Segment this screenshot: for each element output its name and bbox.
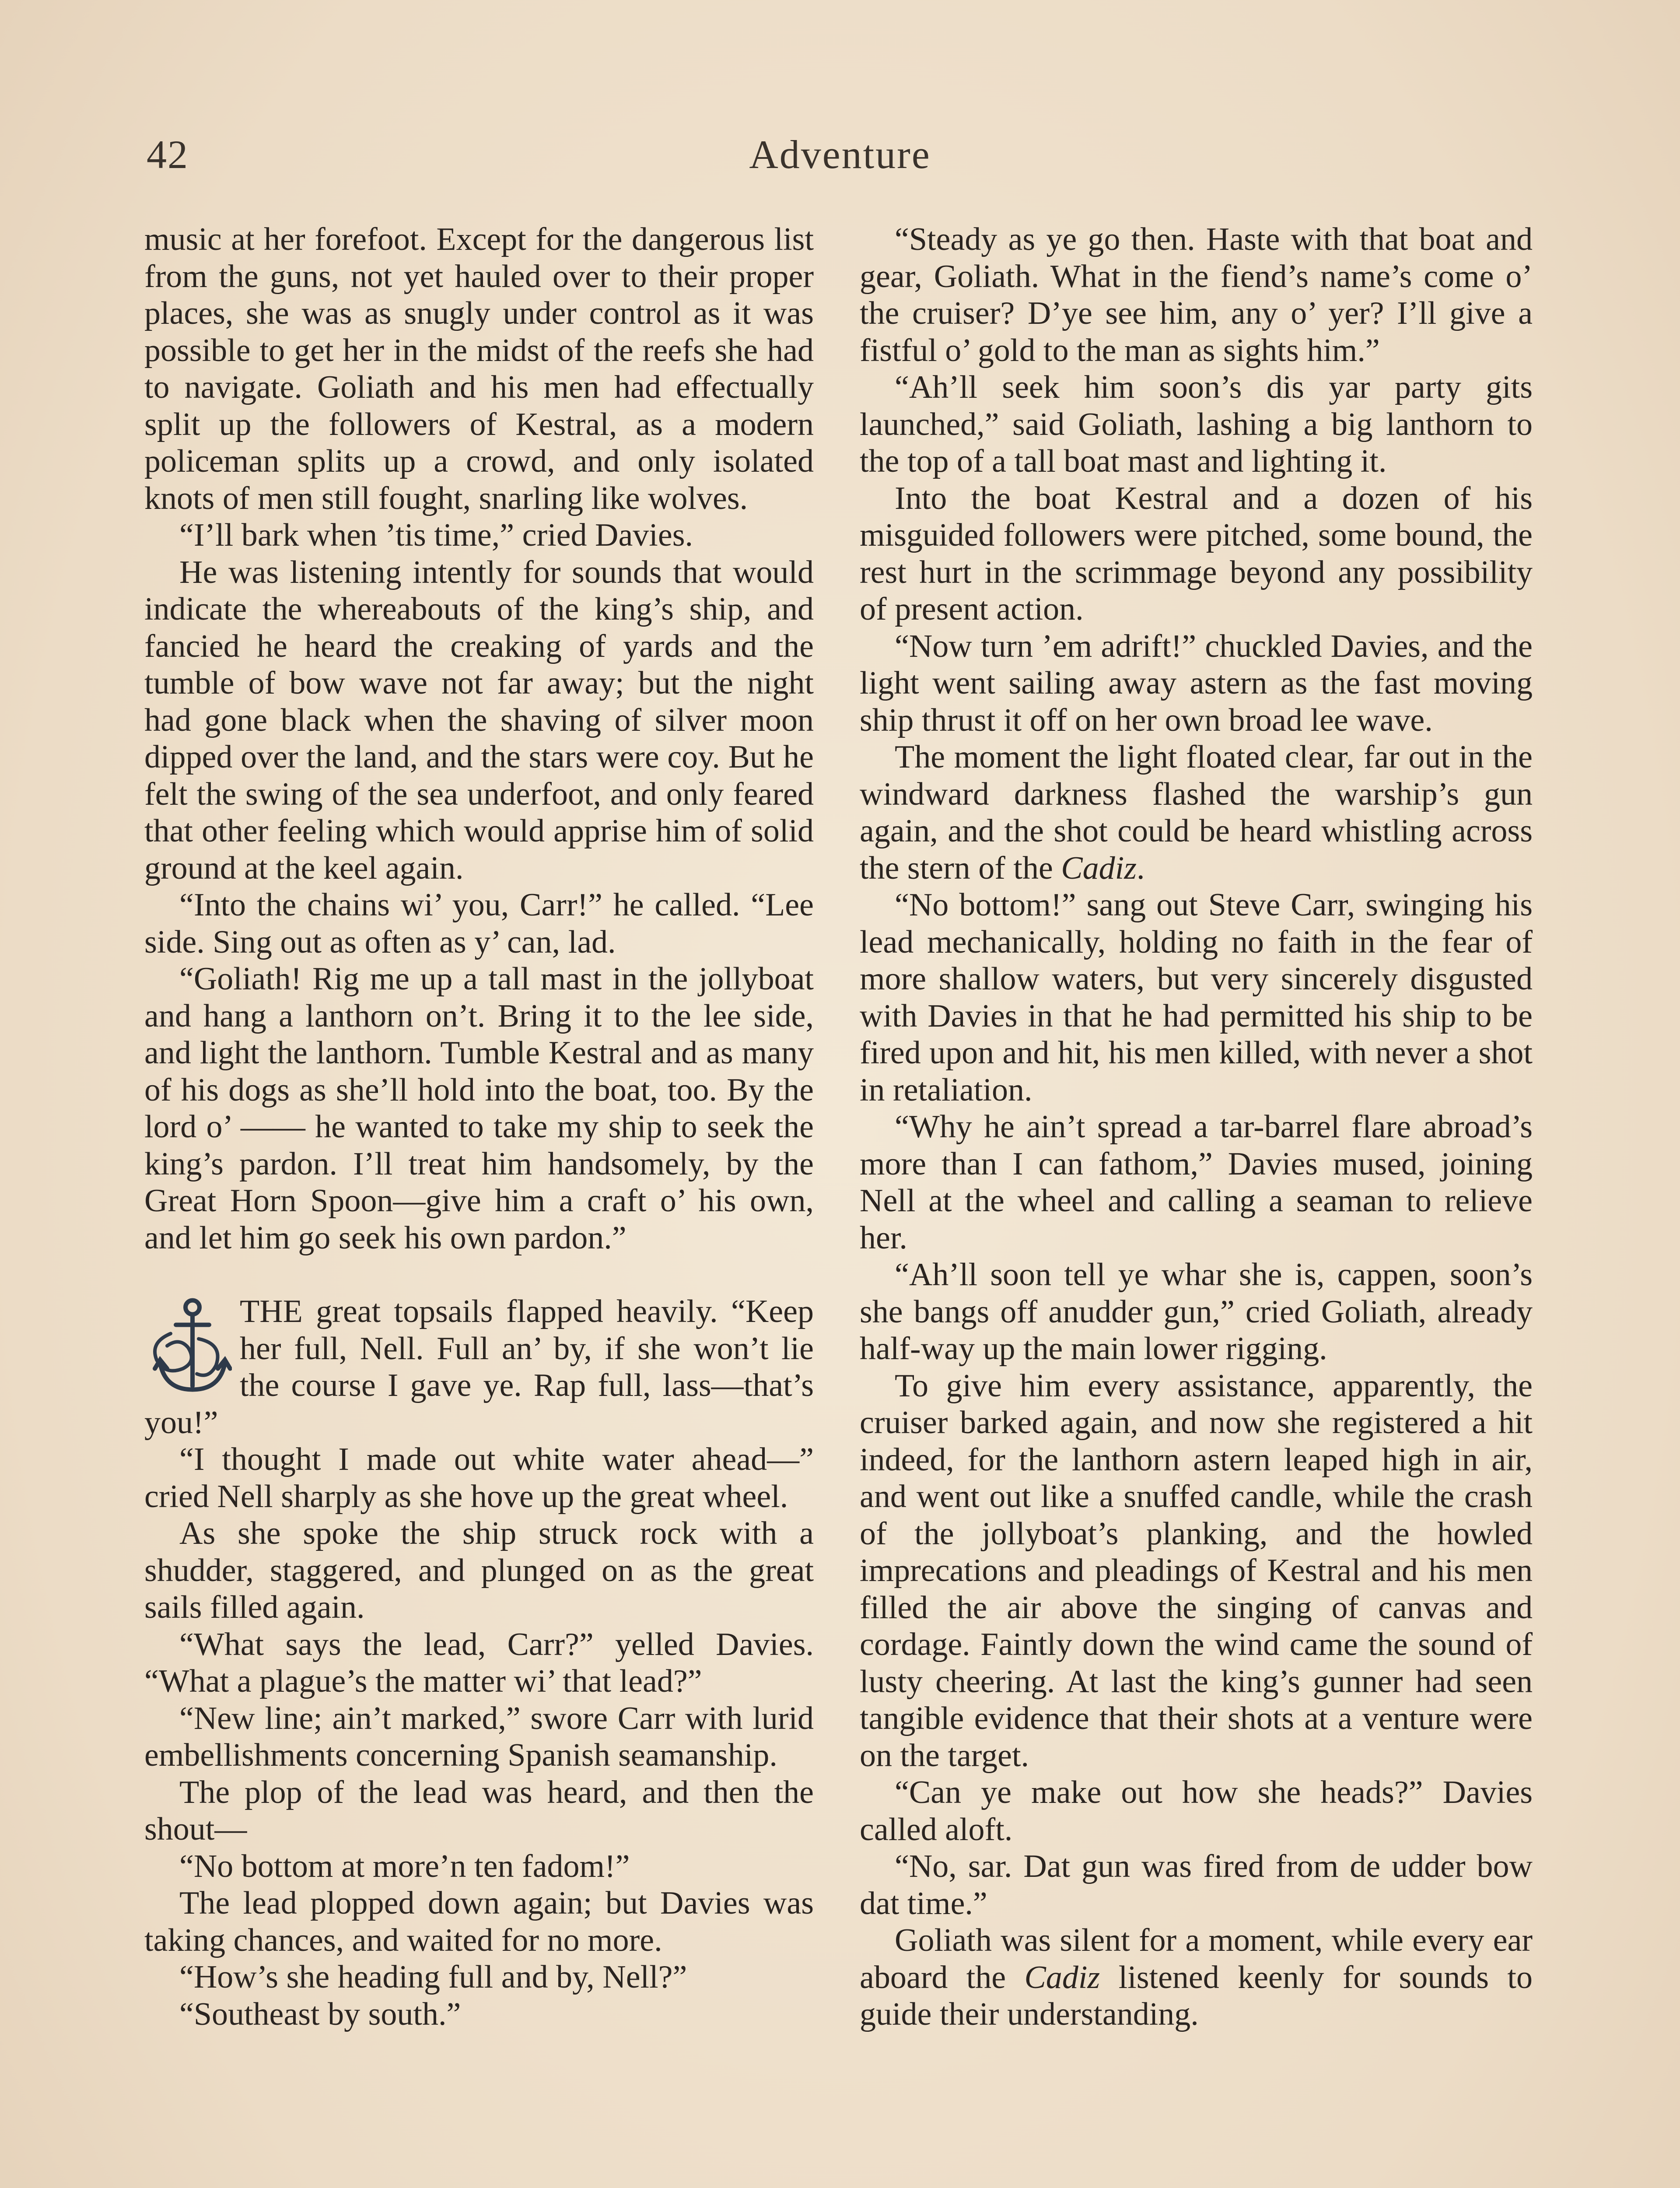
paragraph [860, 739, 1533, 887]
paragraph: The plop of the lead was heard, and then the shout— [144, 1774, 814, 1847]
paragraph [860, 1922, 1533, 2033]
ship-name: Cadiz [1061, 850, 1137, 886]
section-opening-paragraph [144, 1293, 814, 1441]
paragraph: “What says the lead, Carr?” yelled Davies. “What a plague’s the matter wi’ that lead?” [144, 1626, 814, 1699]
left-column [144, 221, 814, 2033]
paragraph: “Ah’ll soon tell ye whar she is, cappen, soon’s she bangs off anudder gun,” cried Goliath, already half-way up the main lower rigging. [860, 1257, 1533, 1367]
paragraph: He was listening intently for sounds that would indicate the whereabouts of the king’s ship, and fancied he heard the creaking of yards and the tumble of bow wave not far away; but the night had gone black when the shaving of silver moon dipped over the land, and the stars were coy. But he felt the swing of the sea underfoot, and only feared that other feeling which would apprise him of solid ground at the keel again. [144, 554, 814, 886]
paragraph: “Steady as ye go then. Haste with that boat and gear, Goliath. What in the fiend’s name’s come o’ the cruiser? D’ye see him, any o’ yer? I’ll give a fistful o’ gold to the man as sights him.” [860, 221, 1533, 368]
paragraph: “I thought I made out white water ahead—” cried Nell sharply as she hove up the great wheel. [144, 1441, 814, 1515]
paragraph: “Can ye make out how she heads?” Davies called aloft. [860, 1774, 1533, 1848]
paragraph: “New line; ain’t marked,” swore Carr with lurid embellishments concerning Spanish seamanship. [144, 1700, 814, 1773]
paragraph-text: The moment the light floated clear, far out in the windward darkness flashed the warship’s gun again, and the shot could be heard whistling across the stern of the [860, 739, 1533, 886]
paragraph: “Into the chains wi’ you, Carr!” he called. “Lee side. Sing out as often as y’ can, lad. [144, 887, 814, 960]
paragraph: “I’ll bark when ’tis time,” cried Davies. [179, 517, 693, 553]
running-head: Adventure [749, 132, 931, 177]
paragraph: “No, sar. Dat gun was fired from de udder bow dat time.” [860, 1848, 1533, 1922]
paragraph: “Why he ain’t spread a tar-barrel flare abroad’s more than I can fathom,” Davies mused, joining Nell at the wheel and calling a seaman to relieve her. [860, 1109, 1533, 1256]
ship-name: Cadiz [1024, 1959, 1100, 1995]
paragraph: music at her forefoot. Except for the dangerous list from the guns, not yet hauled over to their proper places, she was as snugly under control as it was possible to get her in the midst of the reefs she had to navigate. Goliath and his men had effectually split up the followers of Kestral, as a modern policeman splits up a crowd, and only isolated knots of men still fought, snarling like wolves. [144, 221, 814, 516]
paragraph-text: Goliath was silent for a moment, while every ear aboard the [860, 1922, 1533, 1995]
paragraph: “Now turn ’em adrift!” chuckled Davies, and the light went sailing away astern as the fast moving ship thrust it off on her own broad lee wave. [860, 628, 1533, 738]
paragraph: “No bottom!” sang out Steve Carr, swinging his lead mechanically, holding no faith in the fear of more shallow waters, but very sincerely disgusted with Davies in that he had permitted his ship to be fired upon and hit, his men killed, with never a shot in retaliation. [860, 887, 1533, 1108]
paragraph: “Goliath! Rig me up a tall mast in the jollyboat and hang a lanthorn on’t. Bring it to the lee side, and light the lanthorn. Tumble Kestral and as many of his dogs as she’ll hold into the boat, too. By the lord o’ —— he wanted to take my ship to seek the king’s pardon. I’ll treat him handsomely, by the Great Horn Spoon—give him a craft o’ his own, and let him go seek his own pardon.” [144, 961, 814, 1256]
paragraph: “Southeast by south.” [179, 1996, 461, 2032]
paragraph: To give him every assistance, apparently, the cruiser barked again, and now she registered a hit indeed, for the lanthorn astern leaped high in air, and went out like a snuffed candle, while the crash of the jollyboat’s planking, and the howled imprecations and pleadings of Kestral and his men filled the air above the singing of canvas and cordage. Faintly down the wind came the sound of lusty cheering. At last the king’s gunner had seen tangible evidence that their shots at a venture were on the target. [860, 1368, 1533, 1774]
punctuation: . [1137, 850, 1145, 886]
anchor-icon [144, 1295, 232, 1402]
paragraph-text: THE great topsails flapped heavily. “Keep her full, Nell. Full an’ by, if she won’t lie the course I gave ye. Rap full, lass—that’s you!” [144, 1294, 814, 1441]
paragraph: “How’s she heading full and by, Nell?” [179, 1959, 687, 1995]
right-column [860, 221, 1533, 2033]
paragraph: The lead plopped down again; but Davies was taking chances, and waited for no more. [144, 1885, 814, 1958]
paragraph: As she spoke the ship struck rock with a shudder, staggered, and plunged on as the great sails filled again. [144, 1515, 814, 1625]
paragraph: “Ah’ll seek him soon’s dis yar party gits launched,” said Goliath, lashing a big lanthorn to the top of a tall boat mast and lighting it. [860, 369, 1533, 479]
paragraph: Into the boat Kestral and a dozen of his misguided followers were pitched, some bound, the rest hurt in the scrimmage beyond any possibility of present action. [860, 480, 1533, 627]
paragraph-text: listened keenly for sounds to guide their understanding. [860, 1959, 1533, 2032]
page-number: 42 [147, 132, 189, 177]
paragraph: “No bottom at more’n ten fadom!” [179, 1848, 630, 1884]
